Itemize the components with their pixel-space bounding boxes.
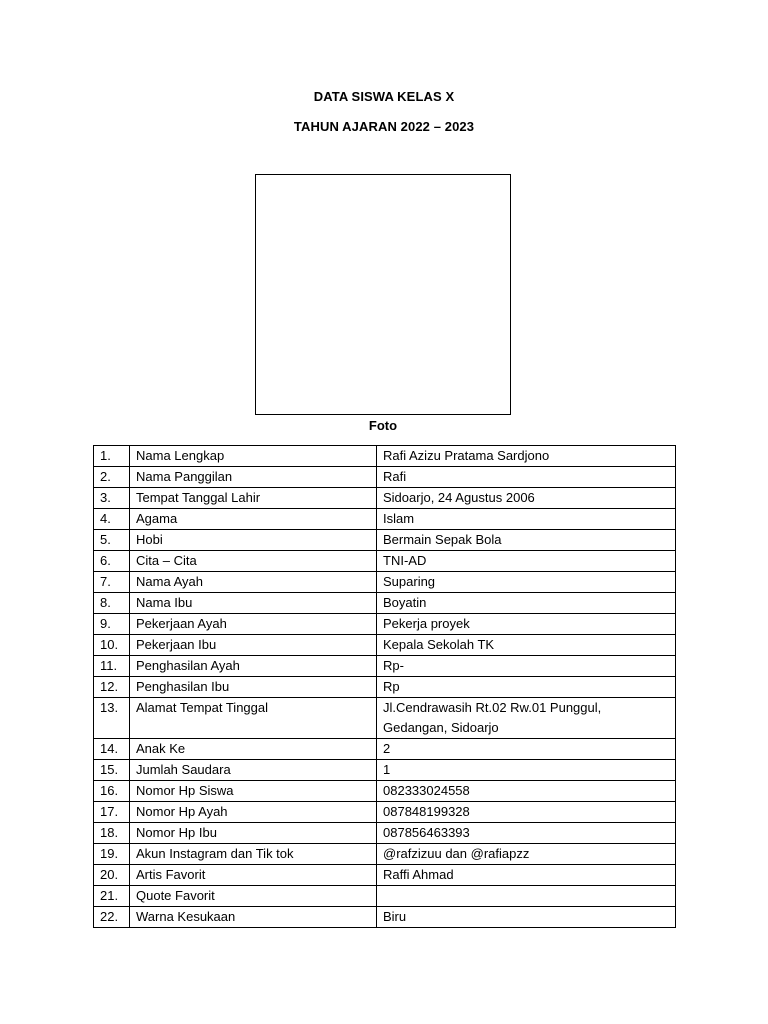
table-row bbox=[94, 844, 676, 865]
field-label: Anak Ke bbox=[130, 739, 377, 760]
table-row bbox=[94, 572, 676, 593]
field-label: Nomor Hp Ayah bbox=[130, 802, 377, 823]
field-label: Jumlah Saudara bbox=[130, 760, 377, 781]
table-row bbox=[94, 802, 676, 823]
row-number: 6. bbox=[94, 551, 130, 572]
table-row bbox=[94, 698, 676, 739]
photo-placeholder bbox=[255, 174, 511, 415]
field-label: Hobi bbox=[130, 530, 377, 551]
field-value: 087848199328 bbox=[377, 802, 676, 823]
field-label: Akun Instagram dan Tik tok bbox=[130, 844, 377, 865]
table-row bbox=[94, 446, 676, 467]
field-label: Cita – Cita bbox=[130, 551, 377, 572]
table-row bbox=[94, 823, 676, 844]
row-number: 2. bbox=[94, 467, 130, 488]
table-row bbox=[94, 677, 676, 698]
field-label: Nama Ibu bbox=[130, 593, 377, 614]
field-value: Rafi bbox=[377, 467, 676, 488]
row-number: 20. bbox=[94, 865, 130, 886]
field-value: Suparing bbox=[377, 572, 676, 593]
field-value: Rp- bbox=[377, 656, 676, 677]
student-data-table bbox=[93, 445, 676, 928]
row-number: 13. bbox=[94, 698, 130, 739]
row-number: 1. bbox=[94, 446, 130, 467]
field-value: Pekerja proyek bbox=[377, 614, 676, 635]
row-number: 18. bbox=[94, 823, 130, 844]
field-label: Nama Ayah bbox=[130, 572, 377, 593]
field-label: Penghasilan Ibu bbox=[130, 677, 377, 698]
row-number: 12. bbox=[94, 677, 130, 698]
field-value: Sidoarjo, 24 Agustus 2006 bbox=[377, 488, 676, 509]
field-label: Alamat Tempat Tinggal bbox=[130, 698, 377, 739]
row-number: 11. bbox=[94, 656, 130, 677]
academic-year: TAHUN AJARAN 2022 – 2023 bbox=[293, 119, 475, 134]
field-label: Pekerjaan Ayah bbox=[130, 614, 377, 635]
field-label: Nama Lengkap bbox=[130, 446, 377, 467]
field-label: Artis Favorit bbox=[130, 865, 377, 886]
table-row bbox=[94, 551, 676, 572]
row-number: 5. bbox=[94, 530, 130, 551]
field-value: 082333024558 bbox=[377, 781, 676, 802]
field-value: Bermain Sepak Bola bbox=[377, 530, 676, 551]
table-row bbox=[94, 760, 676, 781]
field-label: Penghasilan Ayah bbox=[130, 656, 377, 677]
table-row bbox=[94, 614, 676, 635]
table-row bbox=[94, 593, 676, 614]
row-number: 4. bbox=[94, 509, 130, 530]
row-number: 17. bbox=[94, 802, 130, 823]
field-value: TNI-AD bbox=[377, 551, 676, 572]
field-label: Pekerjaan Ibu bbox=[130, 635, 377, 656]
field-value: 2 bbox=[377, 739, 676, 760]
field-label: Nomor Hp Siswa bbox=[130, 781, 377, 802]
field-value: Raffi Ahmad bbox=[377, 865, 676, 886]
field-value: Jl.Cendrawasih Rt.02 Rw.01 Punggul, Gedangan, Sidoarjo bbox=[377, 698, 676, 739]
table-row bbox=[94, 530, 676, 551]
table-row bbox=[94, 886, 676, 907]
field-label: Quote Favorit bbox=[130, 886, 377, 907]
field-value: Islam bbox=[377, 509, 676, 530]
field-value: Rp bbox=[377, 677, 676, 698]
table-row bbox=[94, 488, 676, 509]
document-title: DATA SISWA KELAS X bbox=[313, 89, 455, 104]
table-row bbox=[94, 635, 676, 656]
row-number: 10. bbox=[94, 635, 130, 656]
row-number: 8. bbox=[94, 593, 130, 614]
table-row bbox=[94, 467, 676, 488]
field-label: Warna Kesukaan bbox=[130, 907, 377, 928]
table-row bbox=[94, 656, 676, 677]
table-row bbox=[94, 781, 676, 802]
row-number: 9. bbox=[94, 614, 130, 635]
row-number: 22. bbox=[94, 907, 130, 928]
row-number: 21. bbox=[94, 886, 130, 907]
field-value: 087856463393 bbox=[377, 823, 676, 844]
field-value: Rafi Azizu Pratama Sardjono bbox=[377, 446, 676, 467]
row-number: 7. bbox=[94, 572, 130, 593]
table-row bbox=[94, 509, 676, 530]
field-label: Nomor Hp Ibu bbox=[130, 823, 377, 844]
table-row bbox=[94, 739, 676, 760]
field-label: Nama Panggilan bbox=[130, 467, 377, 488]
row-number: 15. bbox=[94, 760, 130, 781]
field-value: Boyatin bbox=[377, 593, 676, 614]
photo-caption: Foto bbox=[368, 418, 398, 433]
row-number: 14. bbox=[94, 739, 130, 760]
row-number: 3. bbox=[94, 488, 130, 509]
row-number: 19. bbox=[94, 844, 130, 865]
field-label: Tempat Tanggal Lahir bbox=[130, 488, 377, 509]
field-value bbox=[377, 886, 676, 907]
table-row bbox=[94, 865, 676, 886]
row-number: 16. bbox=[94, 781, 130, 802]
field-value: 1 bbox=[377, 760, 676, 781]
field-label: Agama bbox=[130, 509, 377, 530]
field-value: @rafzizuu dan @rafiapzz bbox=[377, 844, 676, 865]
table-row bbox=[94, 907, 676, 928]
field-value: Kepala Sekolah TK bbox=[377, 635, 676, 656]
field-value: Biru bbox=[377, 907, 676, 928]
